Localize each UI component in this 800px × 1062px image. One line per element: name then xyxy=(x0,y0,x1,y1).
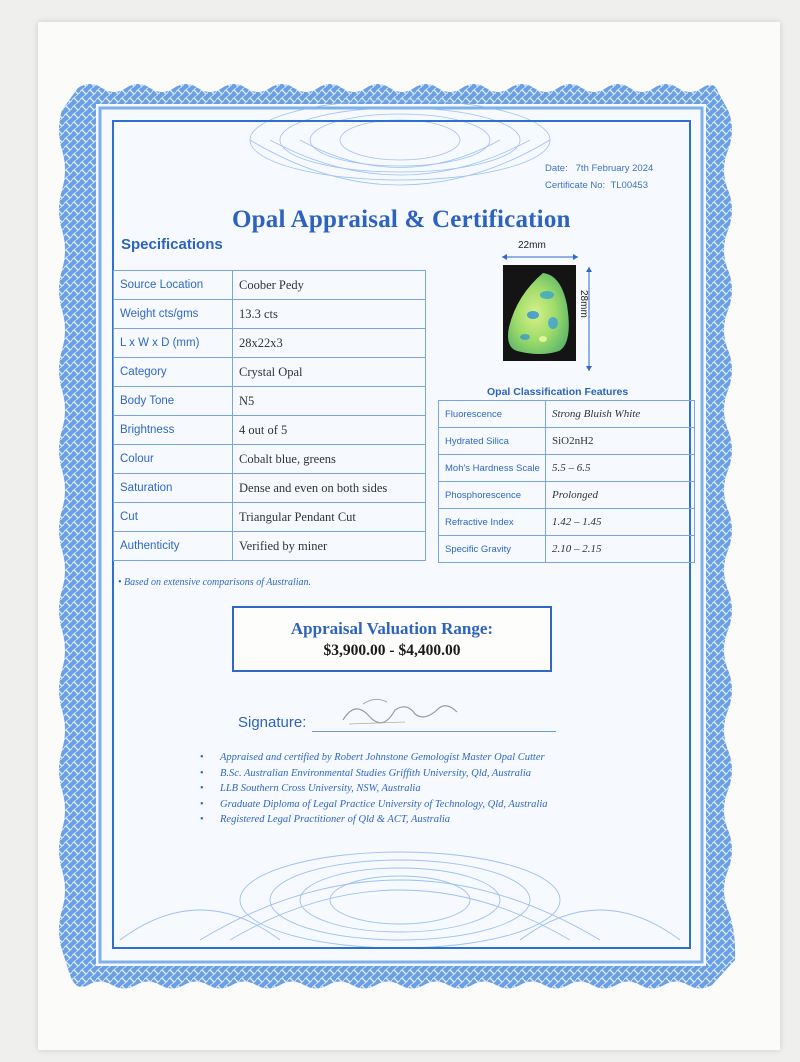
spec-value: 4 out of 5 xyxy=(233,416,426,445)
spec-key: Category xyxy=(114,358,233,387)
spec-value: 28x22x3 xyxy=(233,329,426,358)
list-item: • B.Sc. Australian Environmental Studies Griffith University, Qld, Australia xyxy=(200,766,548,782)
table-row xyxy=(114,329,426,358)
specifications-heading: Specifications xyxy=(121,236,223,253)
table-row xyxy=(114,474,426,503)
class-value: SiO2nH2 xyxy=(546,428,695,455)
class-key: Phosphorescence xyxy=(439,482,546,509)
table-row xyxy=(439,401,695,428)
table-row xyxy=(114,271,426,300)
class-key: Fluorescence xyxy=(439,401,546,428)
class-key: Refractive Index xyxy=(439,509,546,536)
date-value: 7th February 2024 xyxy=(575,163,654,174)
signature-line xyxy=(312,731,556,732)
class-value: Prolonged xyxy=(546,482,695,509)
table-row xyxy=(439,455,695,482)
table-row xyxy=(114,387,426,416)
table-row xyxy=(114,532,426,561)
table-row xyxy=(439,509,695,536)
table-row xyxy=(114,300,426,329)
spec-key: Saturation xyxy=(114,474,233,503)
certificate-meta xyxy=(545,160,653,194)
spec-key: Authenticity xyxy=(114,532,233,561)
class-value: 2.10 – 2.15 xyxy=(546,536,695,563)
classification-table xyxy=(438,400,695,563)
class-value: 1.42 – 1.45 xyxy=(546,509,695,536)
table-row xyxy=(114,416,426,445)
class-key: Hydrated Silica xyxy=(439,428,546,455)
class-key: Moh's Hardness Scale xyxy=(439,455,546,482)
class-key: Specific Gravity xyxy=(439,536,546,563)
valuation-heading: Appraisal Valuation Range: xyxy=(290,619,494,638)
signature-label: Signature: xyxy=(238,714,307,731)
spec-key: Cut xyxy=(114,503,233,532)
spec-key: Weight cts/gms xyxy=(114,300,233,329)
gem-width-label: 22mm xyxy=(518,240,546,251)
class-value: 5.5 – 6.5 xyxy=(546,455,695,482)
gem-height-label: 28mm xyxy=(578,290,589,318)
spec-value: Dense and even on both sides xyxy=(233,474,426,503)
spec-value: N5 xyxy=(233,387,426,416)
list-item: • Graduate Diploma of Legal Practice University of Technology, Qld, Australia xyxy=(200,797,548,813)
spec-key: Colour xyxy=(114,445,233,474)
signature-scrawl xyxy=(335,692,465,732)
width-arrow-icon xyxy=(500,252,580,262)
list-item: • LLB Southern Cross University, NSW, Australia xyxy=(200,781,548,797)
list-item: • Appraised and certified by Robert Johnstone Gemologist Master Opal Cutter xyxy=(200,750,548,766)
list-item: • Registered Legal Practitioner of Qld & ACT, Australia xyxy=(200,812,548,828)
spec-value: Verified by miner xyxy=(233,532,426,561)
table-row xyxy=(114,445,426,474)
spec-value: 13.3 cts xyxy=(233,300,426,329)
credentials-list xyxy=(200,750,548,828)
spec-key: L x W x D (mm) xyxy=(114,329,233,358)
spec-value: Coober Pedy xyxy=(233,271,426,300)
valuation-box xyxy=(232,606,552,672)
height-arrow-icon xyxy=(584,265,594,373)
certificate-label: Certificate No: xyxy=(545,180,606,191)
spec-value: Cobalt blue, greens xyxy=(233,445,426,474)
table-row xyxy=(114,358,426,387)
spec-value: Crystal Opal xyxy=(233,358,426,387)
opal-photo xyxy=(503,265,576,361)
specifications-table xyxy=(113,270,426,561)
page-title: Opal Appraisal & Certification xyxy=(232,206,571,233)
spec-key: Source Location xyxy=(114,271,233,300)
spec-key: Brightness xyxy=(114,416,233,445)
table-row xyxy=(439,536,695,563)
date-label: Date: xyxy=(545,163,568,174)
valuation-range: $3,900.00 - $4,400.00 xyxy=(323,642,461,659)
class-value: Strong Bluish White xyxy=(546,401,695,428)
spec-key: Body Tone xyxy=(114,387,233,416)
comparison-note: • Based on extensive comparisons of Australian. xyxy=(118,577,312,588)
table-row xyxy=(114,503,426,532)
classification-heading: Opal Classification Features xyxy=(487,386,629,398)
table-row xyxy=(439,428,695,455)
certificate-number: TL00453 xyxy=(610,180,648,191)
spec-value: Triangular Pendant Cut xyxy=(233,503,426,532)
table-row xyxy=(439,482,695,509)
